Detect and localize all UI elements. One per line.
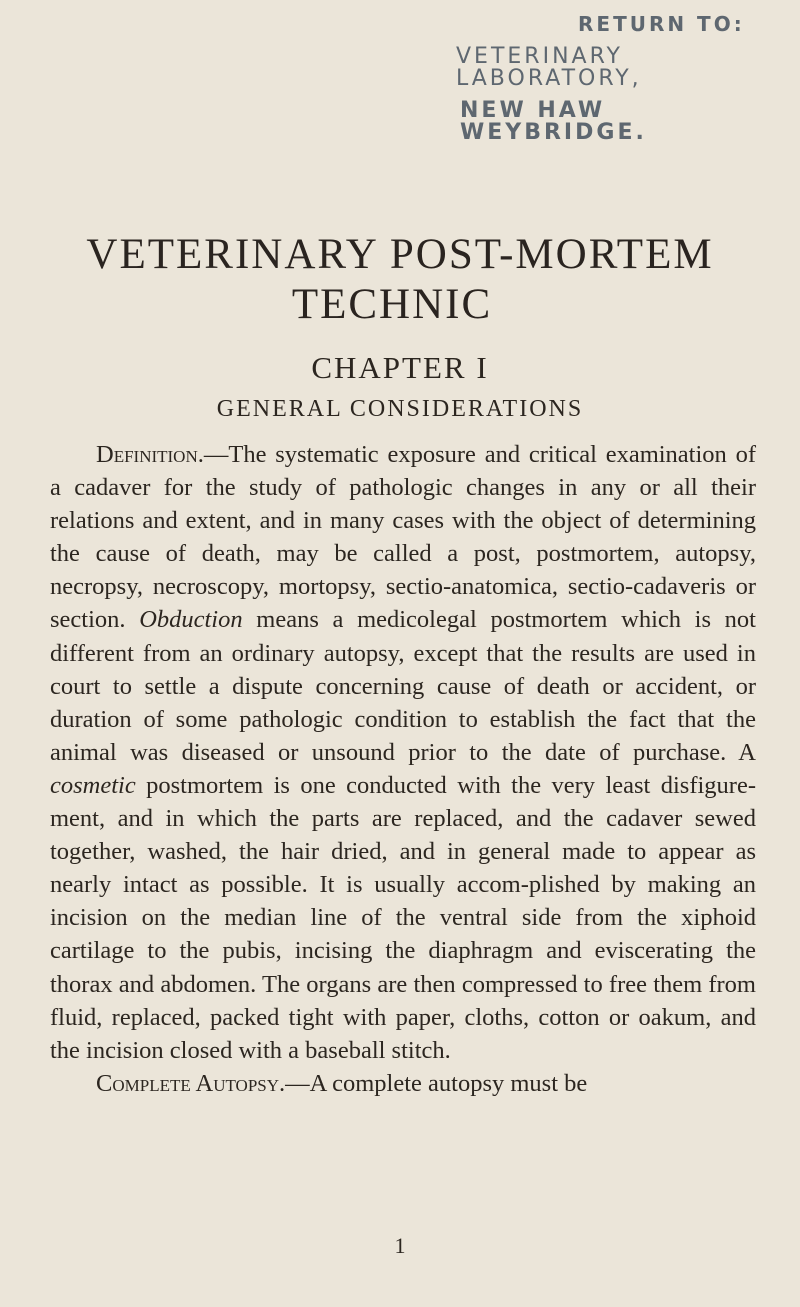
page-number: 1: [394, 1233, 406, 1258]
book-title-line-2: TECHNIC: [291, 281, 493, 328]
run-in-heading-definition: Definition.: [96, 441, 204, 468]
paragraph-text: postmortem is one conducted with the very least disfigure-ment, and in which the parts are replaced, and the cadaver sewed together, washed, the hair dried, and in general made to appear as nearly intact as possible. It is usually accom-plished by making an incision on the median line of the ventral side from the xiphoid cartilage to the pubis, incising the diaphragm and eviscerating the thorax and abdomen. The organs are then compressed to free them from fluid, replaced, packed tight with paper, cloths, cotton or oakum, and the incision closed with a baseball stitch.: [50, 771, 756, 1064]
paragraph-text: —A complete autopsy must be: [285, 1069, 588, 1097]
italic-term-cosmetic: cosmetic: [50, 771, 136, 799]
book-title-line-1: VETERINARY POST-MORTEM: [86, 231, 714, 278]
italic-term-obduction: Obduction: [139, 606, 243, 634]
stamp-line-2: VETERINARY LABORATORY,: [456, 44, 642, 91]
library-return-stamp: [430, 14, 760, 144]
chapter-heading: CHAPTER I: [311, 350, 489, 385]
run-in-heading-complete-autopsy: Complete Autopsy.: [96, 1069, 286, 1097]
paragraph-text: —The systematic exposure and critical examination of a cadaver for the study of pathologic changes in any or all their relations and extent, and in many cases with the object of determining the cause of death, may be called a post, postmortem, autopsy, necropsy, necroscopy, mortopsy, sectio-anatomica, sectio-cadaveris or section.: [50, 441, 756, 634]
chapter-subheading: GENERAL CONSIDERATIONS: [216, 396, 584, 422]
stamp-line-3: NEW HAW WEYBRIDGE.: [460, 98, 647, 145]
stamp-line-1: RETURN TO:: [578, 12, 745, 36]
paragraph-definition: [50, 438, 756, 1067]
paragraph-complete-autopsy: [50, 1067, 756, 1100]
paragraph-text: means a medicolegal postmortem which is not different from an ordinary autopsy, except that the results are used in court to settle a dispute concerning cause of death or accident, or duration of some pathologic condition to establish the fact that the animal was diseased or unsound prior to the date of purchase. A: [50, 606, 756, 766]
body-text: [50, 438, 756, 1100]
